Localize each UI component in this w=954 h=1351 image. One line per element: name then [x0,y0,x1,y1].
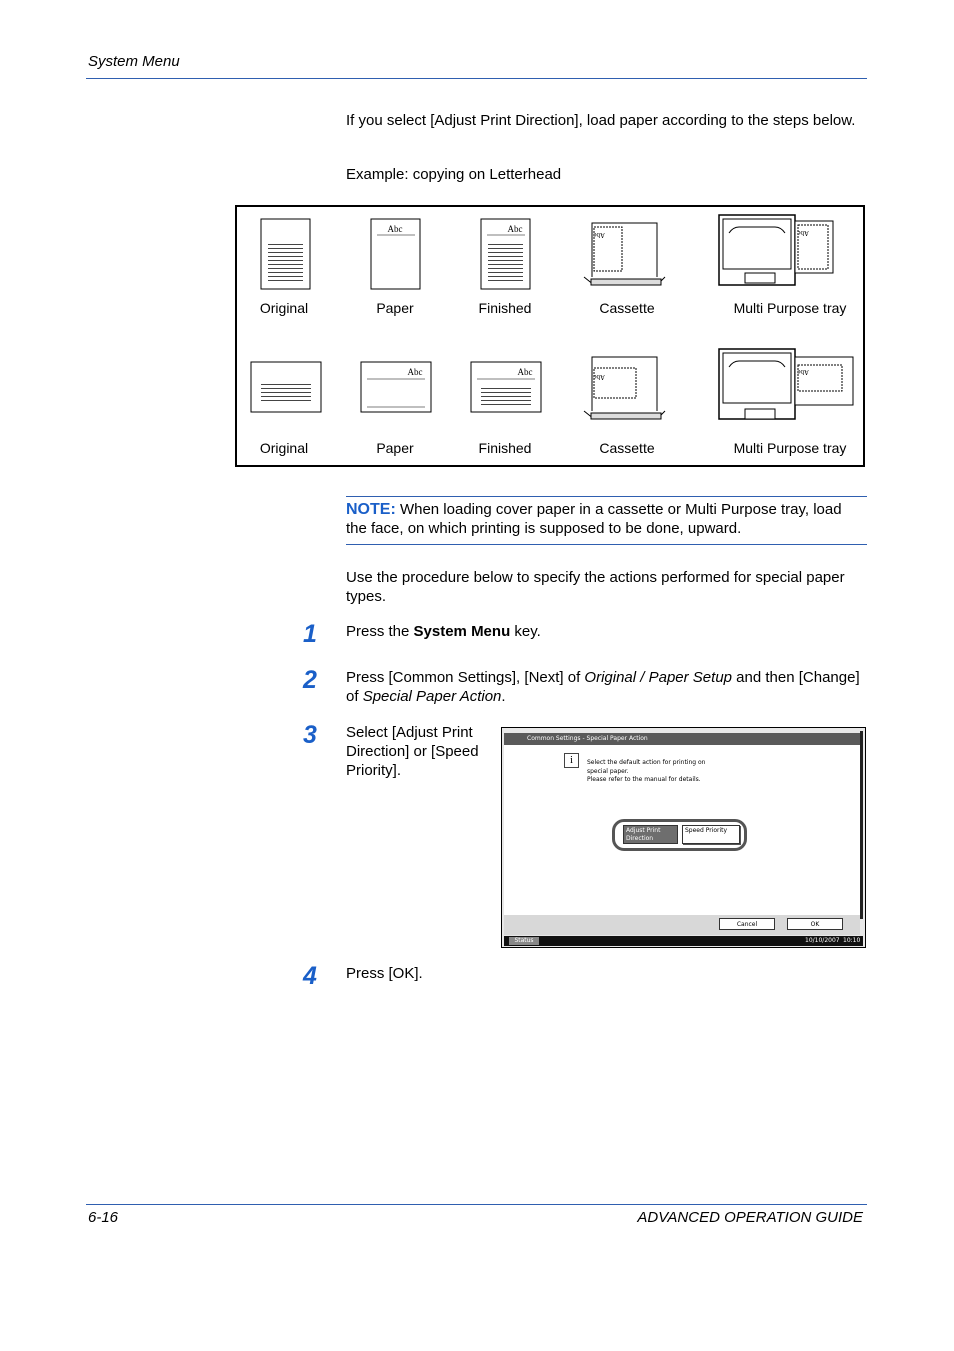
page-header-title: System Menu [88,53,180,70]
panel-info-line-2: special paper. [587,768,629,775]
svg-text:Abc: Abc [797,229,809,237]
paper-portrait-icon [371,219,420,289]
mp-tray-portrait-icon [719,215,833,285]
header-rule [86,78,867,79]
note-text: When loading cover paper in a cassette or Multi Purpose tray, load the face, on which printing is supposed to be done, upward. [346,501,842,537]
step-2-c: and then [Change] of [346,669,860,705]
adjust-print-direction-button[interactable]: Adjust Print Direction [623,825,678,844]
cancel-button[interactable]: Cancel [719,918,775,930]
letterhead-figure [235,205,865,467]
original-portrait-icon [261,219,310,289]
svg-text:Abc: Abc [507,224,523,234]
panel-title: Common Settings - Special Paper Action [527,735,648,742]
example-text: Example: copying on Letterhead [346,166,562,183]
cassette-landscape-icon [584,357,665,419]
note-rule-top [346,496,867,497]
panel-info-line-1: Select the default action for printing on [587,759,706,766]
page-number: 6-16 [88,1209,119,1226]
label-cassette-1: Cassette [599,300,655,316]
operation-panel-screenshot [501,727,866,948]
step-number-3: 3 [303,721,317,749]
stamp-text: Abc [387,224,403,234]
original-landscape-icon [251,362,321,412]
step-1-pre: Press the [346,623,414,640]
step-1-bold: System Menu [413,623,511,640]
step-2-a: Press [Common Settings], [Next] of [346,669,585,686]
svg-text:Abc: Abc [517,367,533,377]
label-cassette-2: Cassette [599,440,655,456]
step-number-1: 1 [303,620,317,648]
step-2-b: Original / Paper Setup [584,669,733,686]
procedure-intro: Use the procedure below to specify the actions performed for special paper types. [346,569,845,605]
guide-title: ADVANCED OPERATION GUIDE [637,1209,863,1226]
label-original-2: Original [259,440,309,456]
step-3-text: Select [Adjust Print Direction] or [Speed Priority]. [346,724,479,779]
note-block [346,500,866,538]
panel-info-line-3: Please refer to the manual for details. [587,776,701,783]
step-1-post: key. [510,623,541,640]
label-original-1: Original [259,300,309,316]
svg-text:Abc: Abc [797,368,809,376]
status-button[interactable]: Status [509,937,539,945]
figure-illustration [237,207,863,465]
speed-priority-button[interactable]: Speed Priority [682,825,740,844]
svg-text:Abc: Abc [407,367,423,377]
step-4-text: Press [OK]. [346,965,423,982]
label-finished-2: Finished [478,440,532,456]
panel-title-bar [504,733,860,745]
label-paper-2: Paper [376,440,414,456]
step-number-2: 2 [303,666,317,694]
ok-button[interactable]: OK [787,918,843,930]
label-paper-1: Paper [376,300,414,316]
step-1-text [346,622,866,641]
footer-rule [86,1204,867,1205]
mp-tray-landscape-icon [719,349,853,419]
svg-text:Abc: Abc [593,373,605,381]
step-2-d: Special Paper Action [362,688,502,705]
intro-text: If you select [Adjust Print Direction], load paper according to the steps below. [346,112,856,129]
paper-landscape-icon [361,362,431,412]
note-rule-bottom [346,544,867,545]
svg-text:Abc: Abc [593,231,605,239]
panel-time: 10:10 [843,937,861,944]
label-mptray-2: Multi Purpose tray [733,440,847,456]
cassette-portrait-icon [584,223,665,285]
panel-date: 10/10/2007 [805,937,840,944]
info-icon: i [564,753,579,768]
finished-landscape-icon [471,362,541,412]
finished-portrait-icon [481,219,530,289]
label-finished-1: Finished [478,300,532,316]
label-mptray-1: Multi Purpose tray [733,300,847,316]
step-2-text [346,668,866,706]
note-label: NOTE: [346,501,396,518]
step-2-e: . [501,688,506,705]
step-number-4: 4 [303,962,317,990]
